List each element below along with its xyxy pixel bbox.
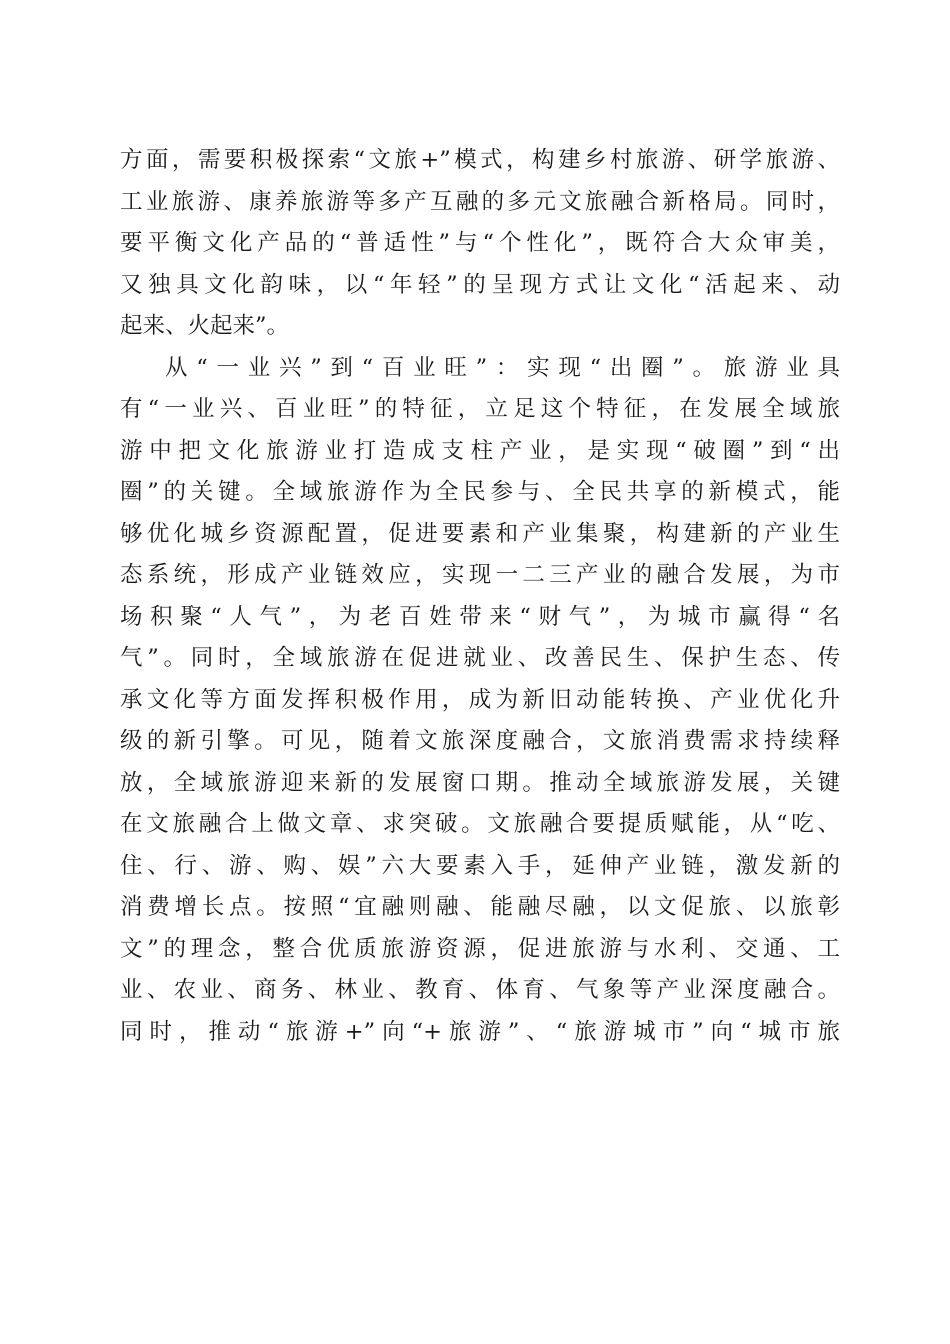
paragraph-line: 工业旅游、康养旅游等多产互融的多元文旅融合新格局。同时， xyxy=(120,188,840,215)
paragraph-line: 圈”的关键。全域旅游作为全民参与、全民共享的新模式，能 xyxy=(120,479,840,505)
paragraph-line: 住、行、游、购、娱”六大要素入手，延伸产业链，激发新的 xyxy=(120,852,840,879)
paragraph-line: 要平衡文化产品的“普适性”与“个性化”，既符合大众审美， xyxy=(120,230,840,256)
paragraph-line: 同时，推动“旅游+”向“+旅游”、“旅游城市”向“城市旅 xyxy=(120,1018,840,1045)
paragraph-line: 态系统，形成产业链效应，实现一二三产业的融合发展，为市 xyxy=(120,562,840,588)
paragraph-line: 级的新引擎。可见，随着文旅深度融合，文旅消费需求持续释 xyxy=(120,728,840,754)
document-body xyxy=(120,140,840,1053)
paragraph-line: 够优化城乡资源配置，促进要素和产业集聚，构建新的产业生 xyxy=(120,520,840,547)
paragraph-line: 方面，需要积极探索“文旅+”模式，构建乡村旅游、研学旅游、 xyxy=(120,147,840,173)
paragraph-line: 文”的理念，整合优质旅游资源，促进旅游与水利、交通、工 xyxy=(120,935,840,962)
paragraph-line: 气”。同时，全域旅游在促进就业、改善民生、保护生态、传 xyxy=(120,645,840,671)
paragraph-line: 承文化等方面发挥积极作用，成为新旧动能转换、产业优化升 xyxy=(120,686,840,713)
paragraph-line: 有“一业兴、百业旺”的特征，立足这个特征，在发展全域旅 xyxy=(120,396,840,422)
paragraph-line: 游中把文化旅游业打造成支柱产业，是实现“破圈”到“出 xyxy=(120,437,840,464)
paragraph-line: 在文旅融合上做文章、求突破。文旅融合要提质赋能，从“吃、 xyxy=(120,811,840,837)
paragraph-line: 场积聚“人气”，为老百姓带来“财气”，为城市赢得“名 xyxy=(120,603,840,630)
paragraph-line: 又独具文化韵味，以“年轻”的呈现方式让文化“活起来、动 xyxy=(120,271,840,298)
paragraph-line: 消费增长点。按照“宜融则融、能融尽融，以文促旅、以旅彰 xyxy=(120,894,840,920)
paragraph-1 xyxy=(120,140,840,348)
paragraph-line: 起来、火起来”。 xyxy=(120,313,290,339)
paragraph-line: 放，全域旅游迎来新的发展窗口期。推动全域旅游发展，关键 xyxy=(120,769,840,796)
paragraph-line: 从“一业兴”到“百业旺”：实现“出圈”。旅游业具 xyxy=(165,354,840,381)
paragraph-2 xyxy=(120,348,840,1054)
paragraph-line: 业、农业、商务、林业、教育、体育、气象等产业深度融合。 xyxy=(120,977,840,1003)
